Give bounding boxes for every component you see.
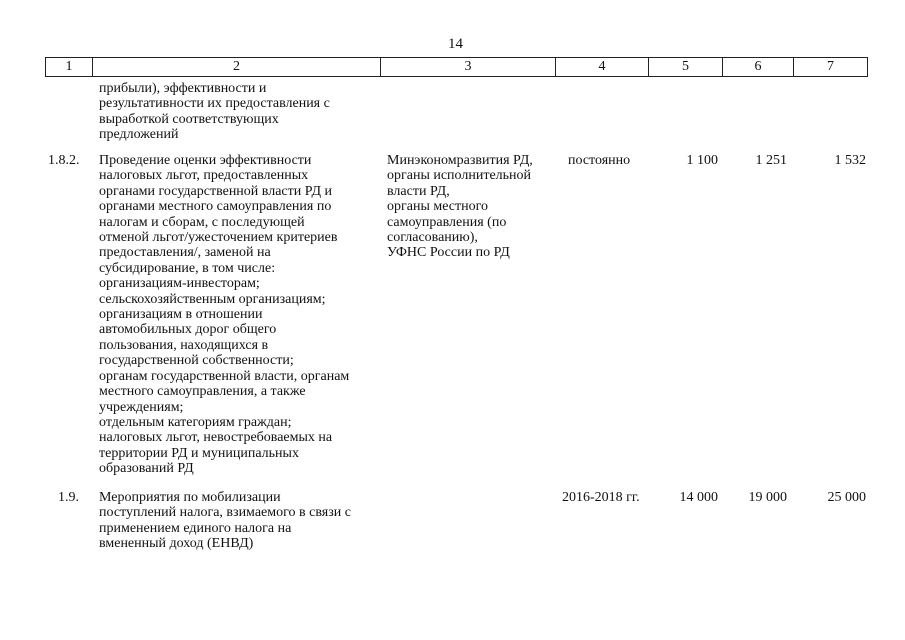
- row-value-6: 1 251: [755, 153, 787, 168]
- column-header-6: 6: [754, 59, 762, 74]
- row-description: Проведение оценки эффективности налоговых льгот, предоставленных органами государственной власти РД и органами местного самоуправления по налогам и сборам, с последующей отменой льгот/ужесточением критериев предоставления/, заменой на субсидирование, в том числе: организациям-инвесторам; сельскохозяйственным организациям; организациям в отношении автомобильных дорог общего пользования, находящихся в государственной собственности; органам государственной власти, органам местного самоуправления, а также учреждениям; отдельным категориям граждан; налоговых льгот, невостребоваемых на территории РД и муниципальных образований РД: [99, 153, 350, 477]
- row-value-7: 1 532: [834, 153, 866, 168]
- row-value-6: 19 000: [748, 490, 787, 505]
- column-header-7: 7: [827, 59, 834, 74]
- column-header-3: 3: [464, 59, 472, 74]
- row-number: 1.9.: [58, 490, 79, 505]
- row-executor: Минэкономразвития РД, органы исполнительной власти РД, органы местного самоуправления (по согласованию), УФНС России по РД: [387, 153, 533, 261]
- row-value-5: 1 100: [686, 153, 718, 168]
- row-value-5: 14 000: [679, 490, 718, 505]
- column-divider: [867, 57, 868, 76]
- header-bottom-rule: [45, 76, 868, 77]
- column-header-2: 2: [233, 59, 240, 74]
- page-number: 14: [448, 36, 463, 52]
- row-description: прибыли), эффективности и результативности их предоставления с выработкой соответствующих предложений: [99, 81, 330, 143]
- row-period: 2016-2018 гг.: [562, 490, 640, 505]
- row-description: Мероприятия по мобилизации поступлений налога, взимаемого в связи с применением единого налога на вмененный доход (ЕНВД): [99, 490, 351, 552]
- column-header-1: 1: [65, 59, 73, 74]
- row-number: 1.8.2.: [48, 153, 80, 168]
- row-period: постоянно: [568, 153, 631, 168]
- column-header-5: 5: [682, 59, 689, 74]
- column-header-4: 4: [598, 59, 606, 74]
- row-value-7: 25 000: [827, 490, 866, 505]
